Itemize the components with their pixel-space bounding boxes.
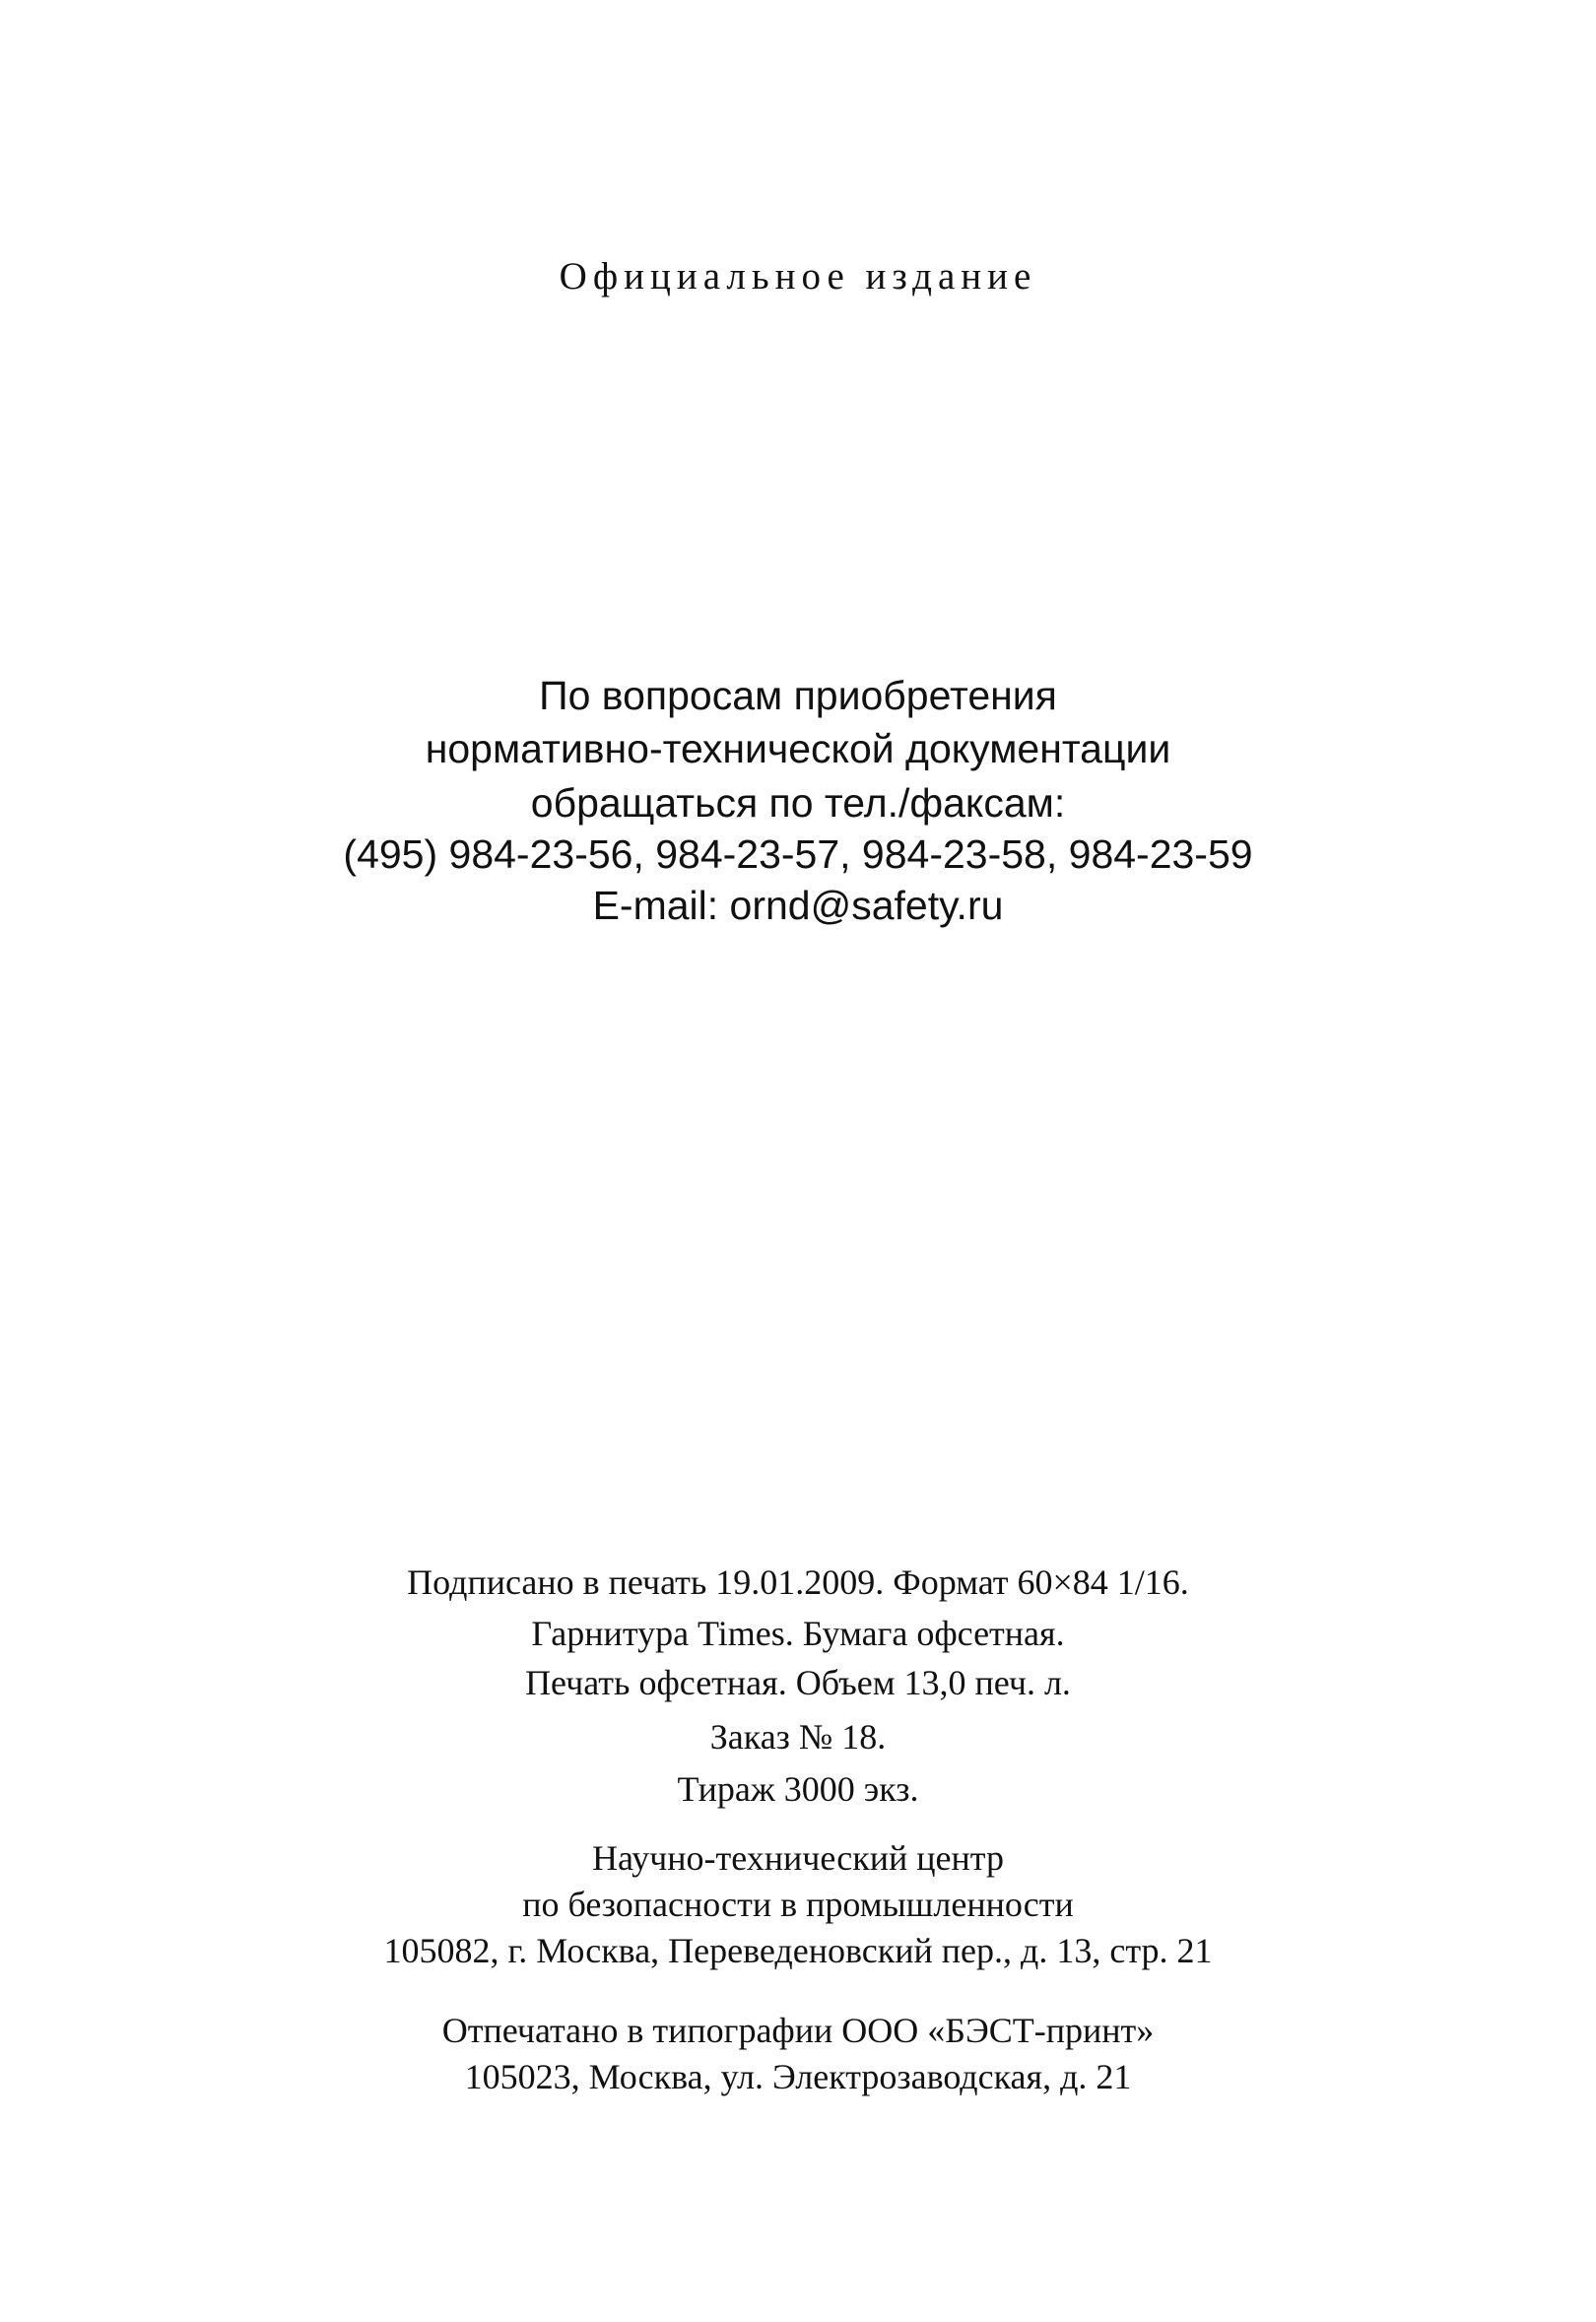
printer-name: Отпечатано в типографии ООО «БЭСТ-принт» [441, 2011, 1155, 2050]
imprint-printing: Печать офсетная. Объем 13,0 печ. л. [525, 1663, 1071, 1702]
contact-line-3: обращаться по тел./факсам: [530, 780, 1066, 826]
printer-address: 105023, Москва, ул. Электрозаводская, д. 21 [464, 2057, 1132, 2096]
edition-heading: Официальное издание [559, 255, 1037, 298]
contact-line-2: нормативно-технической документации [425, 726, 1171, 771]
contact-email: E-mail: ornd@safety.ru [592, 883, 1004, 928]
imprint-circulation: Тираж 3000 экз. [677, 1769, 919, 1809]
contact-phones: (495) 984-23-56, 984-23-57, 984-23-58, 984-23-59 [343, 831, 1253, 877]
contact-line-1: По вопросам приобретения [539, 673, 1057, 718]
imprint-typeface: Гарнитура Times. Бумага офсетная. [531, 1614, 1065, 1653]
imprint-signed: Подписано в печать 19.01.2009. Формат 60×84 1/16. [407, 1562, 1189, 1602]
publisher-name-line-1: Научно-технический центр [592, 1838, 1004, 1878]
publisher-address: 105082, г. Москва, Переведеновский пер., д. 13, стр. 21 [383, 1931, 1213, 1970]
publisher-name-line-2: по безопасности в промышленности [522, 1885, 1074, 1924]
imprint-order: Заказ № 18. [709, 1717, 887, 1757]
